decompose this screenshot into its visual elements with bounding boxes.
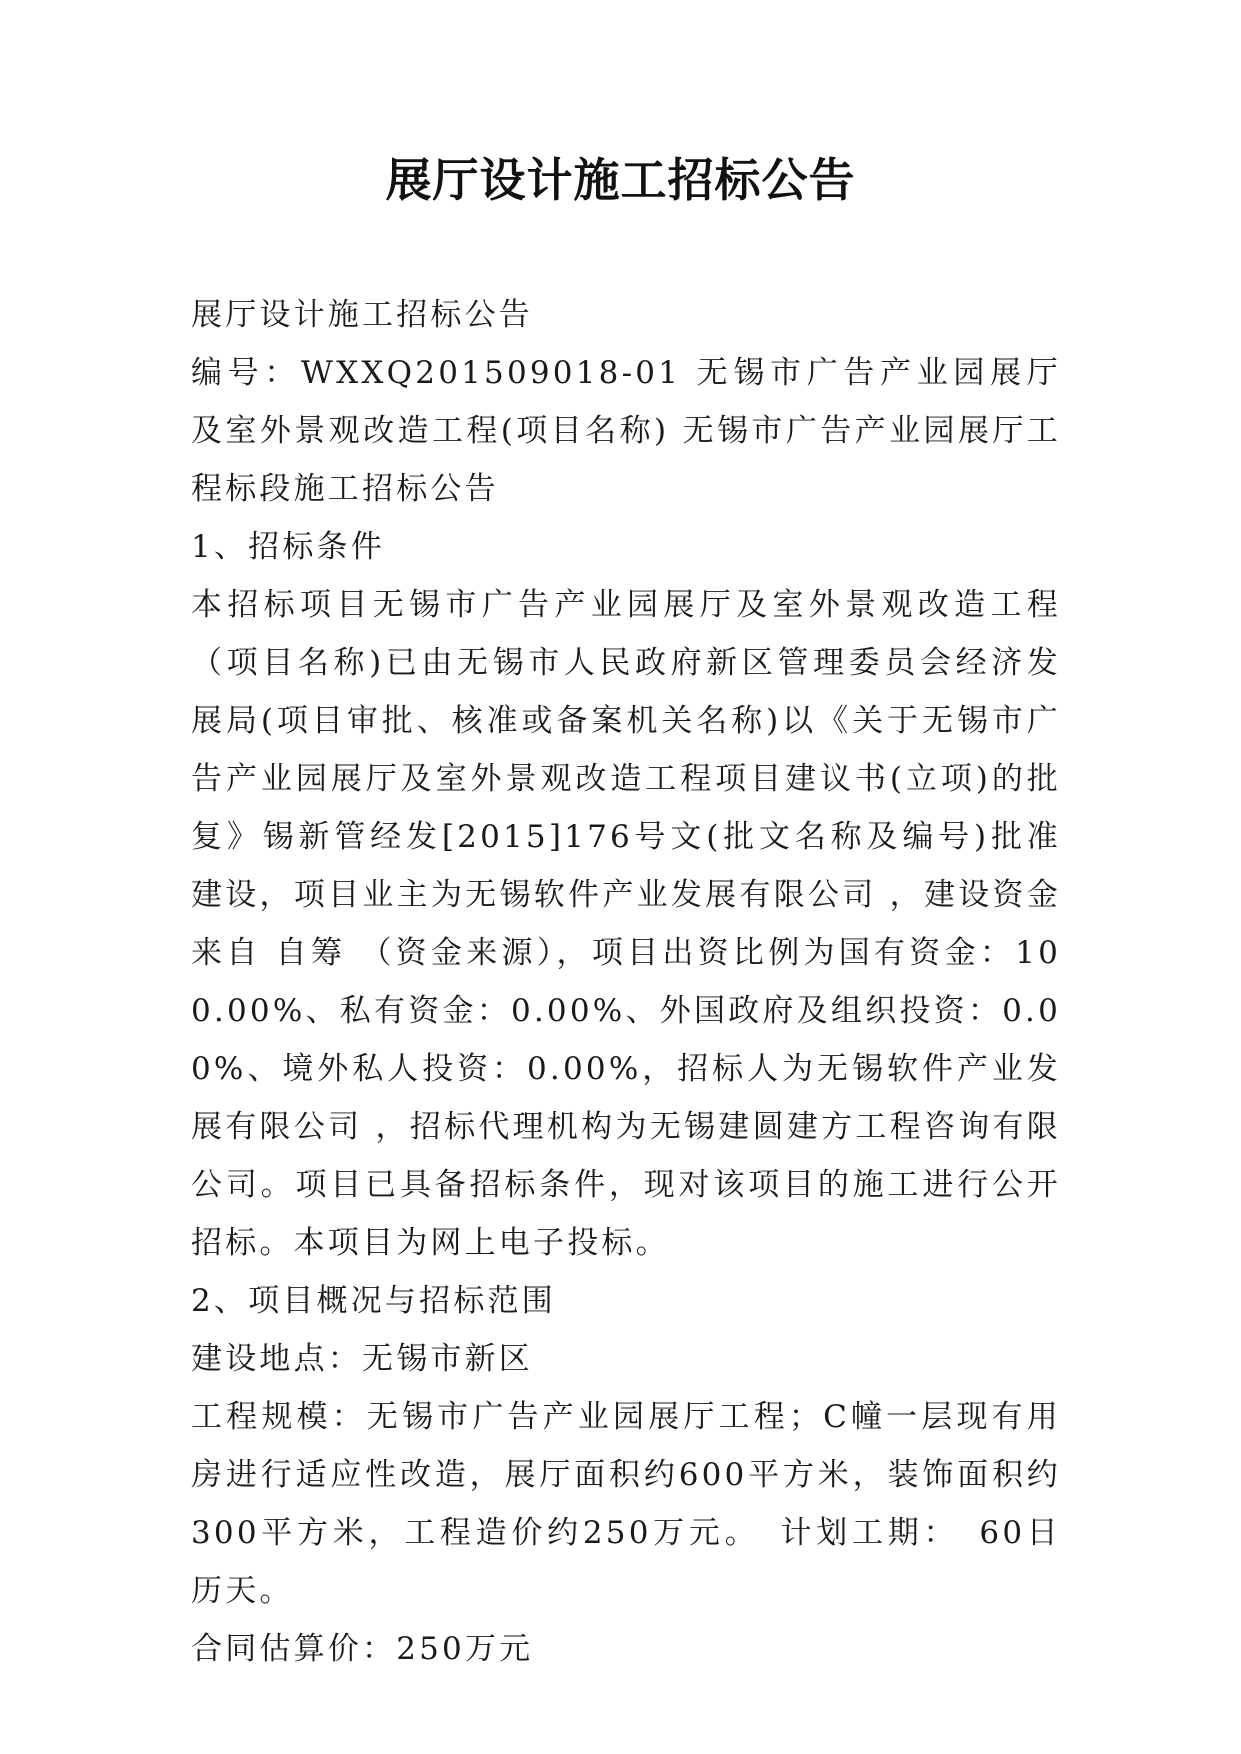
document-title: 展厅设计施工招标公告	[385, 153, 856, 207]
paragraph-project-number: 编号：WXXQ201509018-01 无锡市广告产业园展厅及室外景观改造工程(项目名称) 无锡市广告产业园展厅工程标段施工招标公告	[191, 355, 1061, 507]
section-heading-bidding-conditions: 1、招标条件	[191, 529, 385, 565]
paragraph-project-scale: 工程规模：无锡市广告产业园展厅工程；C幢一层现有用房进行适应性改造，展厅面积约600平方米，装饰面积约300平方米，工程造价约250万元。 计划工期： 60日历天。	[191, 1399, 1061, 1609]
paragraph-heading: 展厅设计施工招标公告	[191, 297, 533, 333]
paragraph-bidding-conditions: 本招标项目无锡市广告产业园展厅及室外景观改造工程（项目名称)已由无锡市人民政府新区管理委员会经济发展局(项目审批、核准或备案机关名称)以《关于无锡市广告产业园展厅及室外景观改造工程项目建议书(立项)的批复》锡新管经发[2015]176号文(批文名称及编号)批准建设，项目业主为无锡软件产业发展有限公司 ，建设资金来自 自筹 （资金来源），项目出资比例为国有资金：100.00%、私有资金：0.00%、外国政府及组织投资：0.00%、境外私人投资：0.00%，招标人为无锡软件产业发展有限公司 ，招标代理机构为无锡建圆建方工程咨询有限公司。项目已具备招标条件，现对该项目的施工进行公开招标。本项目为网上电子投标。	[191, 587, 1061, 1261]
paragraph-contract-estimate: 合同估算价：250万元	[191, 1631, 534, 1667]
section-heading-project-overview: 2、项目概况与招标范围	[191, 1283, 556, 1319]
paragraph-construction-site: 建设地点：无锡市新区	[191, 1341, 533, 1377]
document-body	[191, 286, 1061, 1678]
